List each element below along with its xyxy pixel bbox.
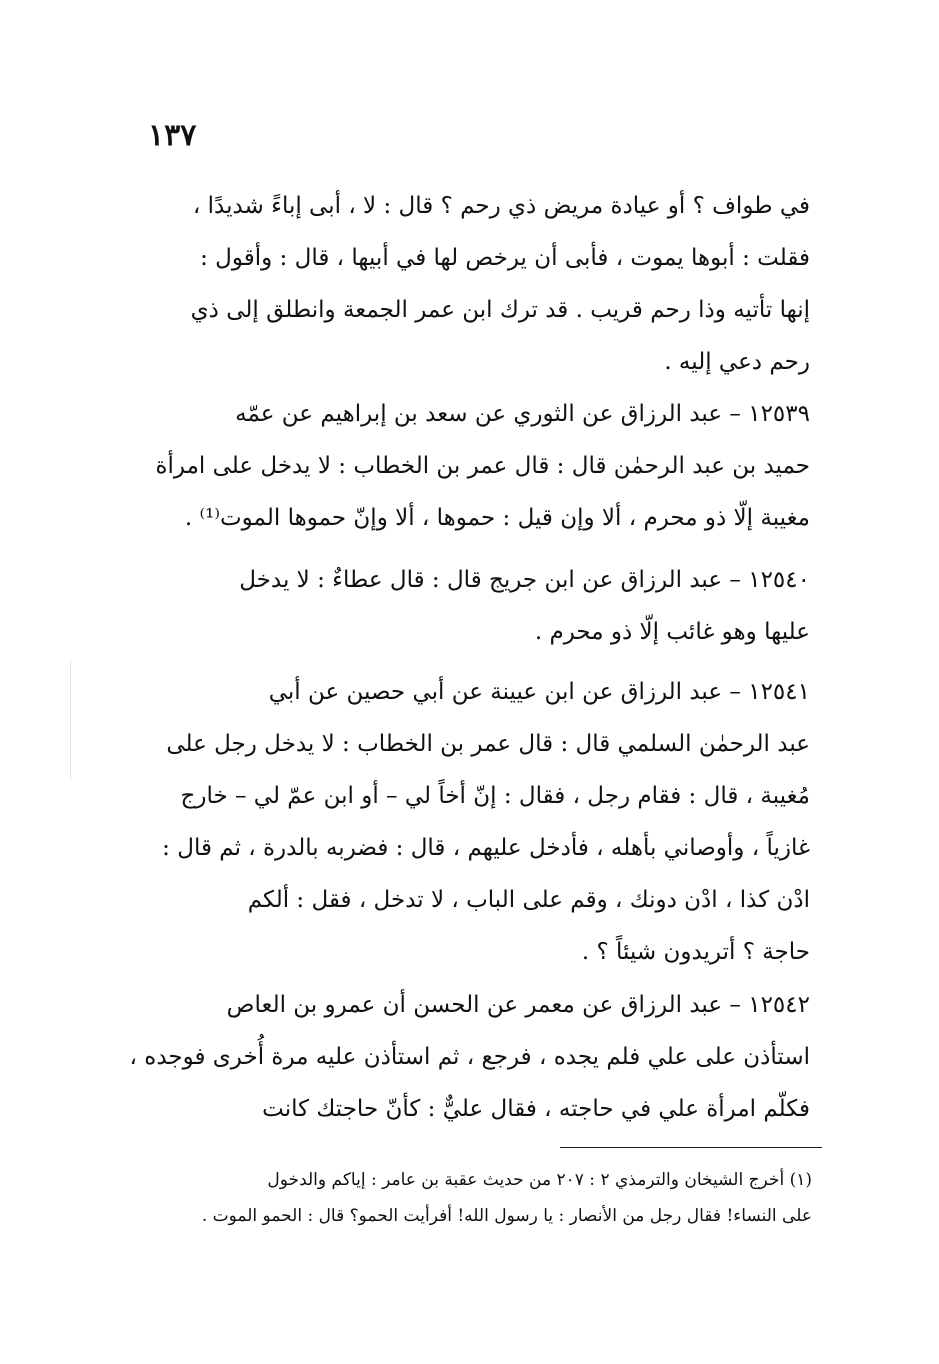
text-line: ادْن كذا ، ادْن دونك ، وقم على الباب ، لا تدخل ، فقل : ألكم <box>247 887 810 913</box>
text-line: استأذن على علي فلم يجده ، فرجع ، ثم استأذن عليه مرة أُخرى فوجده ، <box>129 1044 810 1070</box>
scan-margin-mark <box>70 660 71 780</box>
text-line: فكلّم امرأة علي في حاجته ، فقال عليٌّ : كأنّ حاجتك كانت <box>262 1096 810 1122</box>
text-line: فقلت : أبوها يموت ، فأبى أن يرخص لها في أبيها ، قال : وأقول : <box>200 245 810 271</box>
text-line: في طواف ؟ أو عيادة مريض ذي رحم ؟ قال : لا ، أبى إباءً شديدًا ، <box>192 193 810 219</box>
text-line: مغيبة إلّا ذو محرم ، ألا وإن قيل : حموها ، ألا وإنّ حموها الموت⁽¹⁾ . <box>184 505 810 531</box>
footnote-divider <box>560 1147 822 1148</box>
text-line: غازياً ، وأوصاني بأهله ، فأدخل عليهم ، قال : فضربه بالدرة ، ثم قال : <box>162 835 810 861</box>
footnote-1 <box>160 1162 812 1234</box>
hadith-12539 <box>155 388 810 544</box>
text-line: عبد الرحمٰن السلمي قال : قال عمر بن الخطاب : لا يدخل رجل على <box>166 731 810 757</box>
text-line: حميد بن عبد الرحمٰن قال : قال عمر بن الخطاب : لا يدخل على امرأة <box>155 453 810 479</box>
text-line: ١٢٥٤٠ – عبد الرزاق عن ابن جريج قال : قال عطاءٌ : لا يدخل <box>239 567 810 593</box>
paragraph-continuation <box>160 180 810 388</box>
text-line: ١٢٥٤١ – عبد الرزاق عن ابن عيينة عن أبي حصين عن أبي <box>268 679 810 705</box>
text-line: ١٢٥٣٩ – عبد الرزاق عن الثوري عن سعد بن إبراهيم عن عمّه <box>235 401 810 427</box>
text-line: إنها تأتيه وذا رحم قريب . قد ترك ابن عمر الجمعة وانطلق إلى ذي <box>190 297 810 323</box>
footnote-line: على النساء! فقال رجل من الأنصار : يا رسول الله! أفرأيت الحمو؟ قال : الحمو الموت . <box>201 1206 812 1226</box>
text-line: عليها وهو غائب إلّا ذو محرم . <box>534 619 810 645</box>
text-line: رحم دعي إليه . <box>664 349 810 375</box>
hadith-12540 <box>160 554 810 658</box>
page-number: ١٣٧ <box>148 118 197 153</box>
hadith-12541 <box>160 666 810 978</box>
hadith-12542 <box>129 979 810 1135</box>
footnotes <box>160 1162 812 1234</box>
text-line: مُغيبة ، قال : فقام رجل ، فقال : إنّ أخاً لي – أو ابن عمّ لي – خارج <box>180 783 810 809</box>
text-line: ١٢٥٤٢ – عبد الرزاق عن معمر عن الحسن أن عمرو بن العاص <box>226 992 810 1018</box>
text-line: حاجة ؟ أتريدون شيئاً ؟ . <box>581 939 810 965</box>
footnote-line: (١) أخرج الشيخان والترمذي ٢ : ٢٠٧ من حديث عقبة بن عامر : إياكم والدخول <box>267 1170 812 1190</box>
